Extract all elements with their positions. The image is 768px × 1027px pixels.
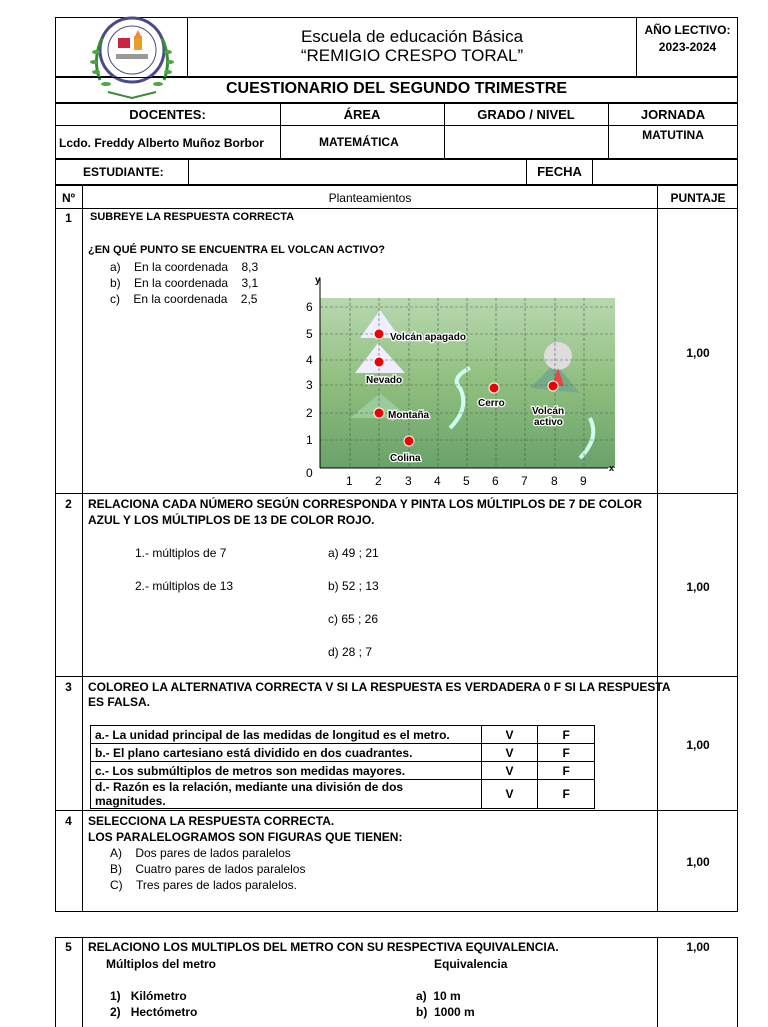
area-label: ÁREA (343, 107, 381, 122)
q4-instruction-line1: SELECCIONA LA RESPUESTA CORRECTA. (88, 814, 335, 828)
q2-right-a[interactable]: a) 49 ; 21 (328, 546, 379, 560)
q1-option-c[interactable]: c) En la coordenada 2,5 (110, 292, 258, 306)
school-name: Escuela de educación Básica (300, 27, 524, 46)
true-false-table (90, 725, 595, 809)
q1-number: 1 (65, 211, 72, 225)
x-axis-label: x (609, 463, 615, 473)
col-plant-header: Planteamientos (328, 191, 412, 205)
q1-option-a[interactable]: a) En la coordenada 8,3 (110, 260, 259, 274)
y-tick-1: 1 (306, 433, 313, 447)
q2-left-1: 1.- múltiplos de 7 (135, 546, 227, 560)
q1-option-b[interactable]: b) En la coordenada 3,1 (110, 276, 259, 290)
area-value: MATEMÁTICA (319, 135, 399, 149)
q4-option-a[interactable]: A) Dos pares de lados paralelos (110, 846, 291, 860)
x-tick-2: 2 (375, 474, 382, 488)
col-score-header: PUNTAJE (670, 191, 726, 205)
q5-right-b[interactable]: b) 1000 m (416, 1005, 475, 1019)
q4-instruction-line2: LOS PARALELOGRAMOS SON FIGURAS QUE TIENEN: (88, 830, 403, 844)
label-colina: Colina (390, 453, 421, 464)
label-volcan-activo: Volcán (532, 406, 565, 417)
year-label: AÑO LECTIVO: (644, 23, 731, 37)
grado-label: GRADO / NIVEL (477, 107, 575, 122)
label-volcan-apagado: Volcán apagado (390, 332, 466, 343)
tf-a-f[interactable]: F (538, 726, 595, 744)
x-tick-6: 6 (492, 474, 499, 488)
q4-option-c[interactable]: C) Tres pares de lados paralelos. (110, 878, 297, 892)
y-tick-6: 6 (306, 300, 313, 314)
page-title: CUESTIONARIO DEL SEGUNDO TRIMESTRE (225, 80, 568, 97)
q1-instruction: SUBREYE LA RESPUESTA CORRECTA (90, 211, 295, 223)
q5-col-multiplos: Múltiplos del metro (106, 957, 217, 971)
tf-c-v[interactable]: V (481, 762, 538, 780)
y-tick-3: 3 (306, 378, 313, 392)
y-tick-4: 4 (306, 353, 313, 367)
q5-col-equivalencia: Equivalencia (434, 957, 508, 971)
col-num-header: Nº (61, 191, 76, 205)
year-value: 2023-2024 (658, 40, 717, 54)
x-tick-9: 9 (580, 474, 587, 488)
q2-instruction-line1: RELACIONA CADA NÚMERO SEGÚN CORRESPONDA Y PINTA LOS MÚLTIPLOS DE 7 DE COLOR (88, 497, 643, 511)
tf-a-v[interactable]: V (481, 726, 538, 744)
fecha-field[interactable] (594, 161, 736, 183)
label-volcan-activo-2: activo (534, 417, 563, 428)
y-tick-2: 2 (306, 406, 313, 420)
point-volcan-apagado (374, 329, 384, 339)
point-colina (404, 436, 414, 446)
y-tick-5: 5 (306, 327, 313, 341)
q5-score: 1,00 (686, 940, 710, 954)
q5-left-2: 2) Hectómetro (110, 1005, 198, 1019)
label-cerro: Cerro (478, 398, 505, 409)
x-tick-3: 3 (405, 474, 412, 488)
point-montana (374, 408, 384, 418)
fecha-label: FECHA (537, 164, 582, 179)
school-name-quoted: “REMIGIO CRESPO TORAL” (300, 46, 524, 65)
y-axis-label: y (315, 275, 321, 286)
q2-instruction-line2: AZUL Y LOS MÚLTIPLOS DE 13 DE COLOR ROJO. (88, 513, 375, 527)
q4-number: 4 (65, 814, 72, 828)
tf-d-f[interactable]: F (538, 780, 595, 809)
x-tick-1: 1 (346, 474, 353, 488)
label-nevado: Nevado (366, 375, 403, 386)
q3-instruction-line1: COLOREO LA ALTERNATIVA CORRECTA V SI LA RESPUESTA ES VERDADERA 0 F SI LA RESPUESTA (88, 680, 671, 694)
point-cerro (489, 383, 499, 393)
student-name-field[interactable] (190, 161, 524, 183)
tf-b-f[interactable]: F (538, 744, 595, 762)
jornada-value: MATUTINA (642, 128, 704, 142)
q2-score: 1,00 (686, 580, 710, 594)
q3-instruction-line2: ES FALSA. (88, 695, 151, 709)
q4-option-b[interactable]: B) Cuatro pares de lados paralelos (110, 862, 306, 876)
q1-question: ¿EN QUÉ PUNTO SE ENCUENTRA EL VOLCAN ACTIVO? (88, 244, 386, 256)
tf-row-b: b.- El plano cartesiano está dividido en dos cuadrantes. V F (91, 744, 595, 762)
q5-left-1: 1) Kilómetro (110, 989, 187, 1003)
tf-b-v[interactable]: V (481, 744, 538, 762)
tf-c-f[interactable]: F (538, 762, 595, 780)
x-tick-4: 4 (434, 474, 441, 488)
volcano-coordinate-map (300, 268, 620, 490)
q5-number: 5 (65, 940, 72, 954)
q5-instruction: RELACIONO LOS MULTIPLOS DEL METRO CON SU RESPECTIVA EQUIVALENCIA. (88, 940, 559, 954)
q2-right-d[interactable]: d) 28 ; 7 (328, 645, 373, 659)
q1-score: 1,00 (686, 346, 710, 360)
point-nevado (374, 357, 384, 367)
x-tick-7: 7 (521, 474, 528, 488)
y-tick-0: 0 (306, 466, 313, 480)
tf-row-a: a.- La unidad principal de las medidas de longitud es el metro. V F (91, 726, 595, 744)
tf-d-v[interactable]: V (481, 780, 538, 809)
docentes-label: DOCENTES: (129, 107, 206, 122)
student-label: ESTUDIANTE: (83, 165, 164, 179)
tf-row-d: d.- Razón es la relación, mediante una división de dos magnitudes. V F (91, 780, 595, 809)
q3-number: 3 (65, 680, 72, 694)
q2-left-2: 2.- múltiplos de 13 (135, 579, 234, 593)
jornada-label: JORNADA (640, 107, 706, 122)
x-tick-5: 5 (463, 474, 470, 488)
q2-right-b[interactable]: b) 52 ; 13 (328, 579, 379, 593)
q2-right-c[interactable]: c) 65 ; 26 (328, 612, 379, 626)
teacher-name: Lcdo. Freddy Alberto Muñoz Borbor (59, 136, 264, 150)
tf-row-c: c.- Los submúltiplos de metros son medidas mayores. V F (91, 762, 595, 780)
x-tick-8: 8 (551, 474, 558, 488)
q4-score: 1,00 (686, 855, 710, 869)
label-montana: Montaña (388, 410, 430, 421)
q5-right-a[interactable]: a) 10 m (416, 989, 461, 1003)
point-volcan-activo (548, 381, 558, 391)
q2-number: 2 (65, 497, 72, 511)
q3-score: 1,00 (686, 738, 710, 752)
